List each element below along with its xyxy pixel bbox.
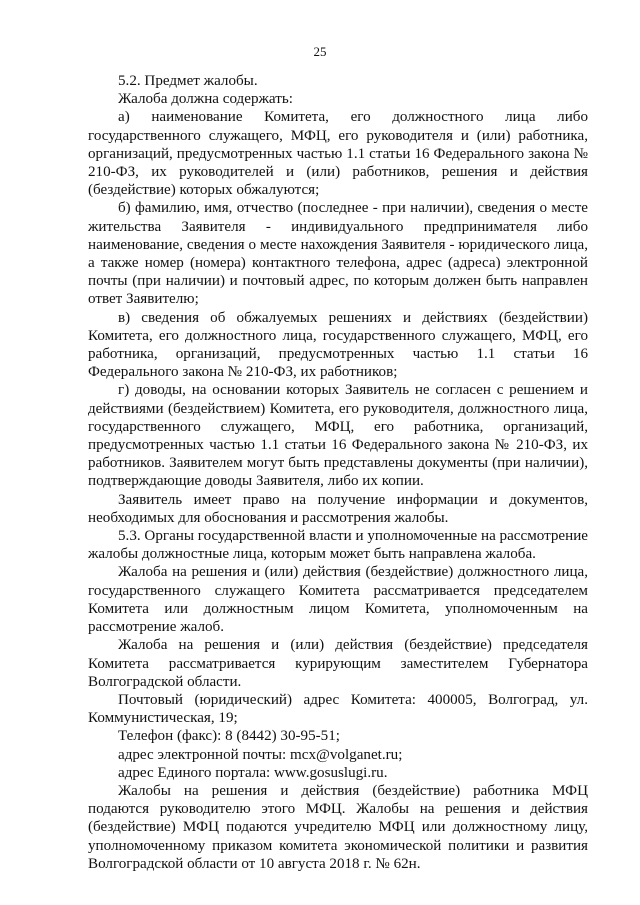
document-body [88,72,588,873]
section-heading-5-3: 5.3. Органы государственной власти и уполномоченные на рассмотрение жалобы должностные лица, которым может быть направлена жалоба. [88,528,588,563]
paragraph-committee-official-complaint: Жалоба на решения и (или) действия (бездействие) должностного лица, государственного служащего Комитета рассматривается председателем Комитета или должностным лицом Комитета, уполномоченным на рассмотрение жалоб. [88,564,588,636]
paragraph-postal-address: Почтовый (юридический) адрес Комитета: 400005, Волгоград, ул. Коммунистическая, 19; [88,691,588,727]
paragraph-portal-address: адрес Единого портала: www.gosuslugi.ru. [118,764,388,781]
page-number: 25 [313,44,327,59]
paragraph-applicant-right: Заявитель имеет право на получение информации и документов, необходимых для обоснования и рассмотрения жалобы. [88,491,588,526]
paragraph-item-v: в) сведения об обжалуемых решениях и действиях (бездействии) Комитета, его должностного лица, государственного служащего, МФЦ, его работника, организаций, предусмотренных частью 1.1 статьи 16 Федерального закона № 210-ФЗ, их работников; [88,309,588,381]
section-heading-5-2: 5.2. Предмет жалобы. [118,73,258,89]
paragraph-item-b: б) фамилию, имя, отчество (последнее - при наличии), сведения о месте жительства Заявителя - индивидуального предпринимателя либо наименование, сведения о месте нахождения Заявителя - юридического лица, а также номер (номера) контактного телефона, адрес (адреса) электронной почты (при наличии) и почтовый адрес, по которым должен быть направлен ответ Заявителю; [88,200,588,308]
paragraph-phone-fax: Телефон (факс): 8 (8442) 30-95-51; [118,728,340,745]
paragraph-item-g: г) доводы, на основании которых Заявитель не согласен с решением и действиями (бездействием) Комитета, его руководителя, должностного лица, государственного служащего, МФЦ, его работника, организаций, предусмотренных частью 1.1 статьи 16 Федерального закона № 210-ФЗ, их работников. Заявителем могут быть представлены документы (при наличии), подтверждающие доводы Заявителя, либо их копии. [88,382,588,490]
paragraph-mfc-complaints: Жалобы на решения и действия (бездействие) работника МФЦ подаются руководителю этого МФЦ. Жалобы на решения и действия (бездействие) МФЦ подаются учредителю МФЦ или должностному лицу, уполномоченному приказом комитета экономической политики и развития Волгоградской области от 10 августа 2018 г. № 62н. [88,782,588,872]
paragraph-item-a: а) наименование Комитета, его должностного лица либо государственного служащего, МФЦ, его руководителя и (или) работника, организаций, предусмотренных частью 1.1 статьи 16 Федерального закона № 210-ФЗ, их руководителей и (или) работников, решения и действия (бездействие) которых обжалуются; [88,109,588,199]
paragraph-chairman-complaint: Жалоба на решения и (или) действия (бездействие) председателя Комитета рассматривается курирующим заместителем Губернатора Волгоградской области. [88,637,588,690]
paragraph-email-address: адрес электронной почты: mcx@volganet.ru; [118,746,403,763]
paragraph-complaint-content-intro: Жалоба должна содержать: [118,91,293,108]
